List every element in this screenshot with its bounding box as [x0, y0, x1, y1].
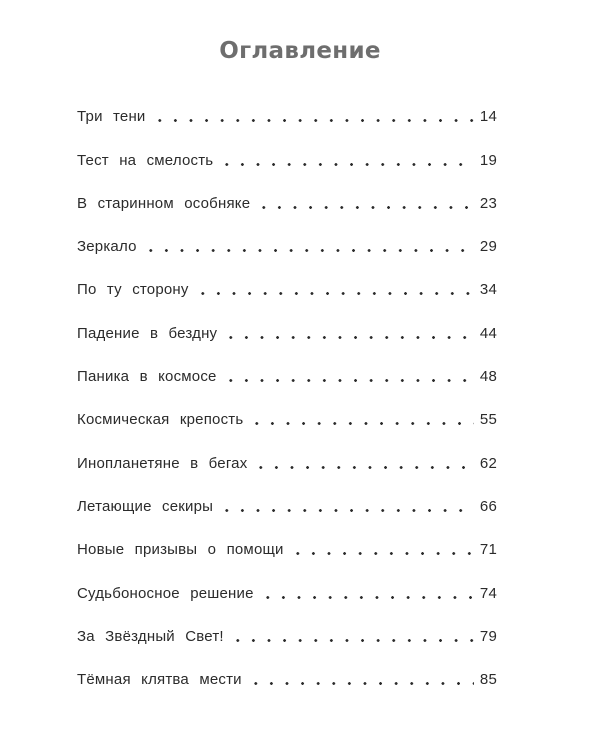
table-of-contents — [77, 87, 497, 693]
toc-entry — [77, 477, 497, 520]
toc-entry — [77, 607, 497, 650]
toc-entry-page: 85 — [479, 671, 497, 689]
toc-entry — [77, 347, 497, 390]
toc-entry-page: 34 — [479, 281, 497, 299]
toc-entry-page: 48 — [479, 368, 497, 386]
dot-leader — [253, 466, 473, 469]
toc-entry-title: Паника в космосе — [77, 368, 217, 386]
toc-entry — [77, 217, 497, 260]
toc-entry-title: Три тени — [77, 108, 146, 126]
dot-leader — [248, 682, 474, 685]
dot-leader — [219, 509, 474, 512]
toc-entry-title: За Звёздный Свет! — [77, 627, 224, 645]
toc-entry — [77, 174, 497, 217]
toc-entry — [77, 650, 497, 693]
toc-entry-title: Летающие секиры — [77, 497, 214, 515]
toc-entry-page: 23 — [479, 194, 497, 212]
toc-entry-page: 74 — [479, 584, 497, 602]
toc-entry-title: Космическая крепость — [77, 411, 244, 429]
toc-entry — [77, 433, 497, 476]
toc-entry-page: 44 — [479, 324, 497, 342]
dot-leader — [290, 552, 474, 555]
toc-entry-page: 14 — [479, 108, 497, 126]
dot-leader — [143, 249, 474, 252]
toc-entry-title: Судьбоносное решение — [77, 584, 254, 602]
dot-leader — [230, 639, 474, 642]
dot-leader — [152, 119, 474, 122]
page-title: Оглавление — [219, 38, 381, 64]
toc-entry-page: 29 — [479, 238, 497, 256]
toc-entry — [77, 520, 497, 563]
toc-entry-title: Инопланетяне в бегах — [77, 454, 248, 472]
dot-leader — [256, 206, 474, 209]
toc-entry-title: В старинном особняке — [77, 194, 251, 212]
toc-entry — [77, 390, 497, 433]
toc-entry-title: По ту сторону — [77, 281, 189, 299]
dot-leader — [260, 596, 474, 599]
toc-entry-title: Новые призывы о помощи — [77, 541, 284, 559]
dot-leader — [195, 292, 474, 295]
dot-leader — [219, 163, 474, 166]
dot-leader — [223, 379, 474, 382]
toc-entry-page: 55 — [479, 411, 497, 429]
toc-entry — [77, 260, 497, 303]
toc-entry-page: 19 — [479, 151, 497, 169]
toc-entry-page: 66 — [479, 497, 497, 515]
toc-entry-page: 71 — [479, 541, 497, 559]
toc-entry-title: Зеркало — [77, 238, 137, 256]
dot-leader — [249, 422, 474, 425]
toc-entry-page: 62 — [479, 454, 497, 472]
toc-entry-title: Падение в бездну — [77, 324, 218, 342]
dot-leader — [223, 336, 474, 339]
toc-entry — [77, 303, 497, 346]
toc-entry — [77, 87, 497, 130]
toc-entry-title: Тёмная клятва мести — [77, 671, 242, 689]
toc-entry-page: 79 — [479, 627, 497, 645]
toc-entry — [77, 130, 497, 173]
toc-entry — [77, 563, 497, 606]
toc-entry-title: Тест на смелость — [77, 151, 214, 169]
